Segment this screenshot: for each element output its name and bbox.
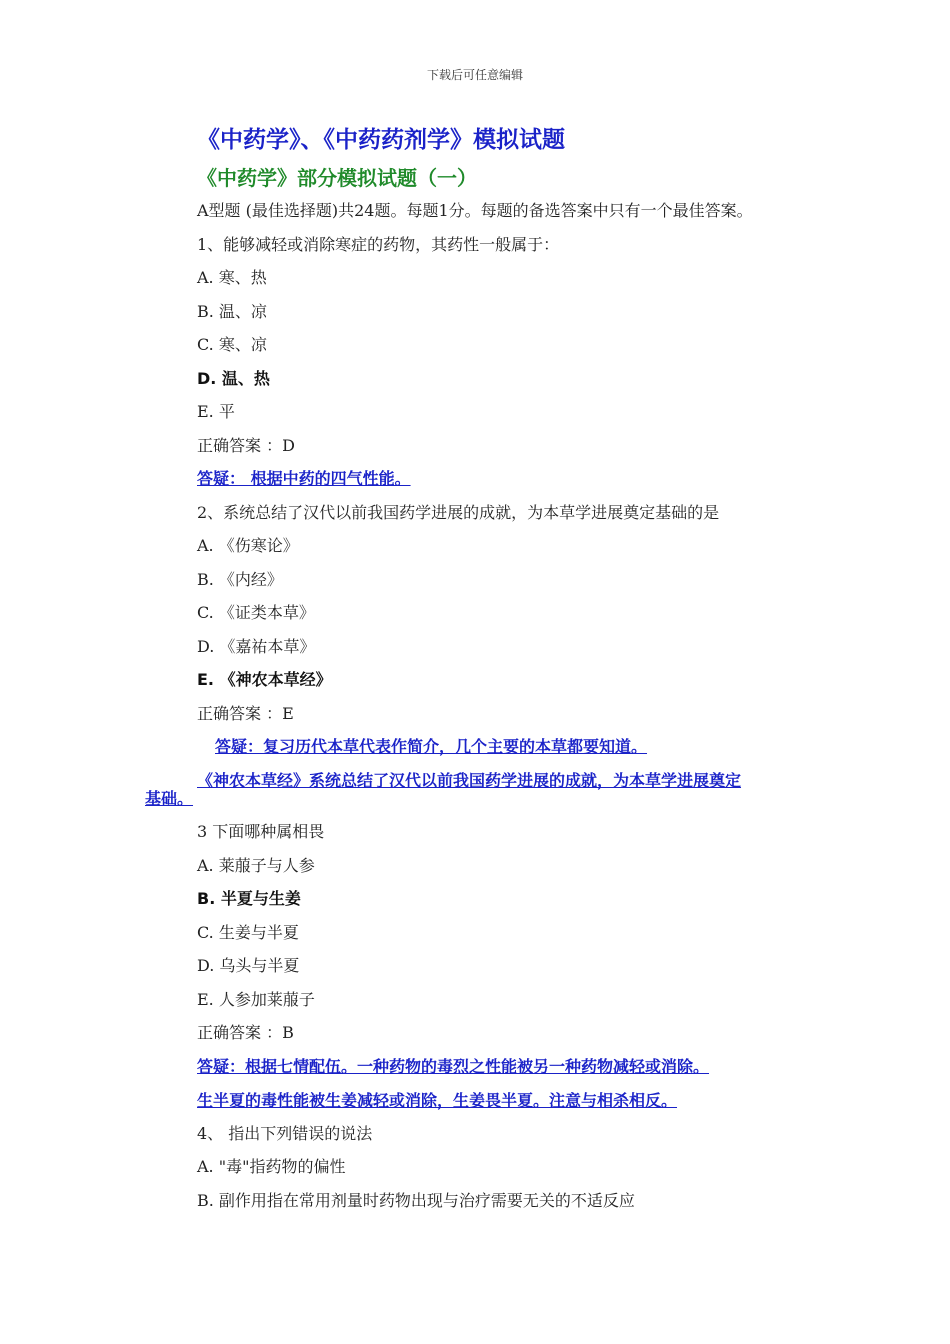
q2-explanation-1 bbox=[145, 738, 647, 756]
q3-option-e: E. 人参加莱菔子 bbox=[197, 990, 315, 1009]
q3-option-b: B. 半夏与生姜 bbox=[197, 889, 301, 908]
q1-option-d: D. 温、热 bbox=[197, 369, 270, 388]
q1-option-e: E. 平 bbox=[197, 402, 235, 421]
q2-option-e: E. 《神农本草经》 bbox=[197, 670, 332, 689]
document-title: 《中药学》、《中药药剂学》模拟试题 bbox=[197, 127, 565, 153]
header-note: 下载后可任意编辑 bbox=[426, 68, 523, 82]
q2-option-a: A. 《伤寒论》 bbox=[197, 536, 299, 555]
q2-question: 2、系统总结了汉代以前我国药学进展的成就，为本草学进展奠定基础的是 bbox=[197, 503, 720, 522]
q1-option-a: A. 寒、热 bbox=[197, 268, 267, 287]
q3-option-d: D. 乌头与半夏 bbox=[197, 956, 300, 975]
q3-question: 3 下面哪种属相畏 bbox=[197, 822, 325, 841]
q2-explanation-2-cont: 基础。 bbox=[145, 789, 194, 808]
q3-explanation-2-text: 生半夏的毒性能被生姜减轻或消除，生姜畏半夏。注意与相杀相反。 bbox=[197, 1091, 678, 1110]
q2-option-c: C. 《证类本草》 bbox=[197, 603, 315, 622]
q3-option-c: C. 生姜与半夏 bbox=[197, 923, 299, 942]
q1-option-c: C. 寒、凉 bbox=[197, 335, 267, 354]
q1-question: 1、能够减轻或消除寒症的药物，其药性一般属于： bbox=[197, 235, 560, 254]
q3-answer: 正确答案 ：B bbox=[197, 1023, 294, 1042]
q2-option-b: B. 《内经》 bbox=[197, 570, 283, 589]
q4-option-a: A. "毒"指药物的偏性 bbox=[197, 1157, 346, 1176]
q2-explanation-2-text: 《神农本草经》系统总结了汉代以前我国药学进展的成就，为本草学进展奠定 bbox=[197, 771, 742, 790]
intro-text: A型题 (最佳选择题)共24题。每题1分。每题的备选答案中只有一个最佳答案。 bbox=[197, 201, 753, 220]
q4-question: 4、 指出下列错误的说法 bbox=[197, 1124, 373, 1143]
q1-explanation: 答疑： 根据中药的四气性能。 bbox=[197, 469, 411, 488]
q2-option-d: D. 《嘉祐本草》 bbox=[197, 637, 316, 656]
q2-explanation-2 bbox=[145, 772, 741, 790]
q3-option-a: A. 莱菔子与人参 bbox=[197, 856, 315, 875]
q3-explanation-2 bbox=[145, 1092, 677, 1110]
q2-answer: 正确答案 ：E bbox=[197, 704, 294, 723]
q3-explanation-1-text: 答疑：根据七情配伍。一种药物的毒烈之性能被另一种药物减轻或消除。 bbox=[197, 1057, 710, 1076]
q4-option-b: B. 副作用指在常用剂量时药物出现与治疗需要无关的不适反应 bbox=[197, 1191, 635, 1210]
section-subtitle: 《中药学》部分模拟试题（一） bbox=[197, 166, 477, 190]
q2-explanation-1-text: 答疑：复习历代本草代表作简介，几个主要的本草都要知道。 bbox=[215, 737, 648, 756]
q1-option-b: B. 温、凉 bbox=[197, 302, 267, 321]
q3-explanation-1 bbox=[145, 1058, 709, 1076]
q1-answer: 正确答案 ：D bbox=[197, 436, 295, 455]
